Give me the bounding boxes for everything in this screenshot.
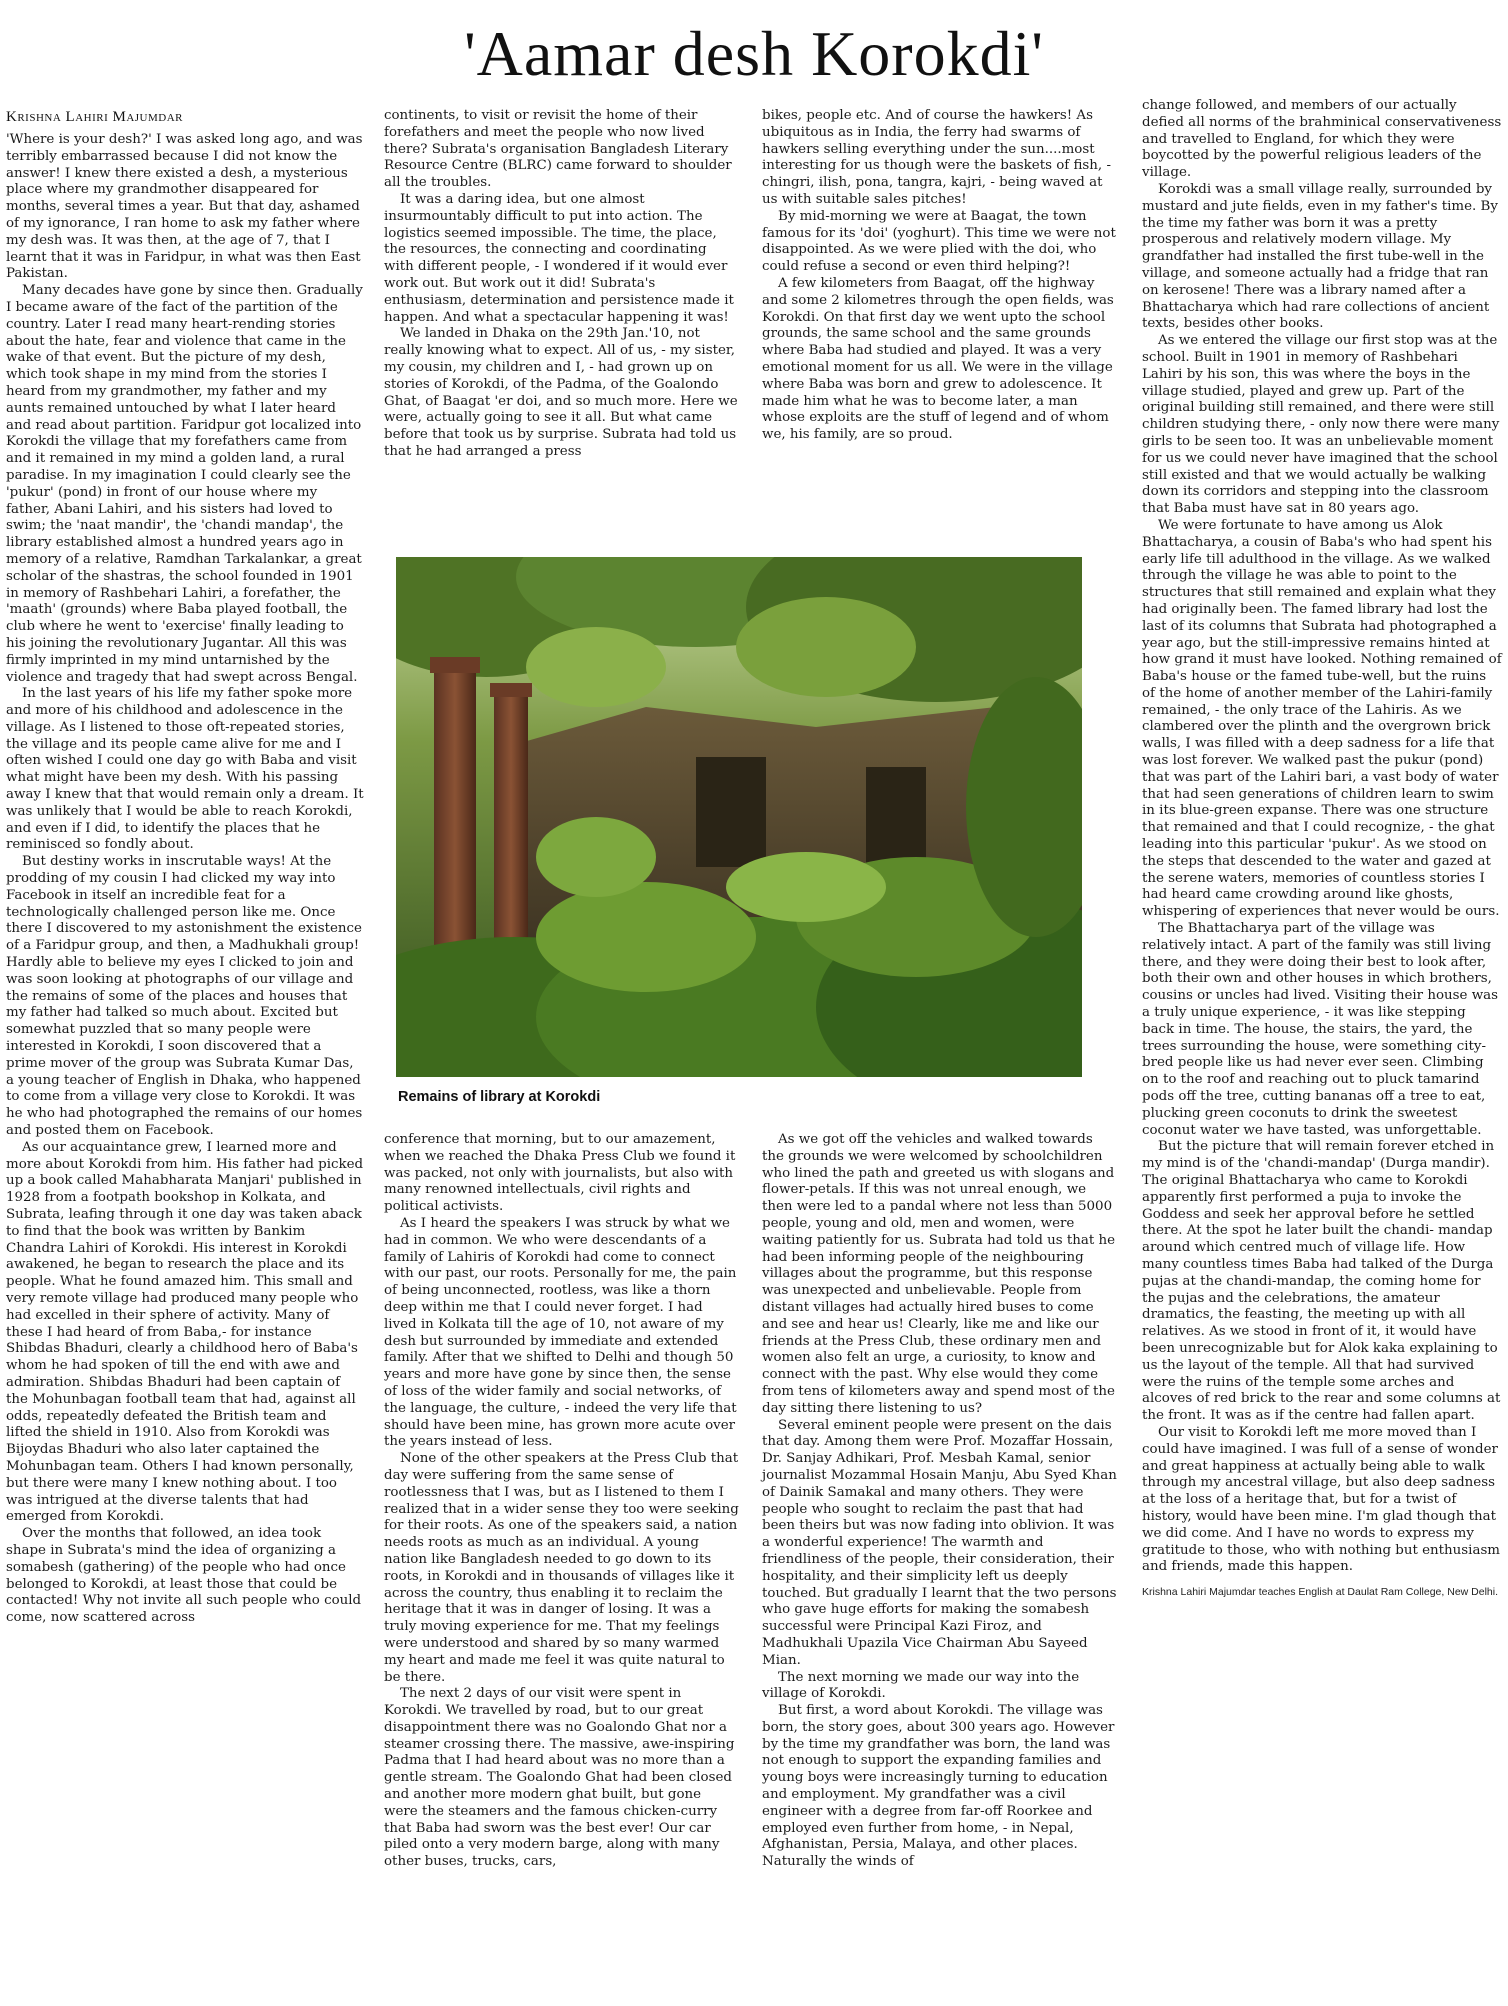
paragraph: It was a daring idea, but one almost insurmountably difficult to put into action. The logistics seemed impossible. The time, the place, the resources, the connecting and coordinating with different people, - I wondered if it would ever work out. But work out it did! Subrata's enthusiasm, determination and persistence made it happen. And what a spectacular happening it was! [384, 191, 734, 325]
paragraph: But destiny works in inscrutable ways! At the prodding of my cousin I had clicked my way into Facebook in itself an incredible feat for a technologically challenged person like me. Once there I discovered to my astonishment the existence of a Faridpur group, and then, a Madhukhali group! Hardly able to believe my eyes I clicked to join and was soon looking at photographs of our village and the remains of some of the places and houses that my father had talked so much about. Excited but somewhat puzzled that so many people were interested in Korokdi, I soon discovered that a prime mover of the group was Subrata Kumar Das, a young teacher of English in Dhaka, who happened to come from a village very close to Korokdi. It was he who had photographed the remains of our homes and posted them on Facebook. [6, 854, 363, 1139]
paragraph: The next 2 days of our visit were spent in Korokdi. We travelled by road, but to our great disappointment there was no Goalondo Ghat nor a steamer crossing there. The massive, awe-inspiring Padma that I had heard about was no more than a gentle stream. The Goalondo Ghat had been closed and another more modern ghat built, but gone were the steamers and the famous chicken-curry that Baba had sworn was the best ever! Our car piled onto a very modern barge, along with many other buses, trucks, cars, [384, 1686, 735, 1870]
paragraph: Over the months that followed, an idea took shape in Subrata's mind the idea of organizing a somabesh (gathering) of the people who had once belonged to Korokdi, at least those that could be contacted! Why not invite all such people who could come, now scattered across [6, 1526, 362, 1626]
paragraph: Our visit to Korokdi left me more moved than I could have imagined. I was full of a sense of wonder and great happiness at actually being able to walk through my ancestral village, but also deep sadness at the loss of a heritage that, but for a twist of history, would have been mine. I'm glad though that we did come. And I have no words to express my gratitude to those, who with nothing but enthusiasm and friends, made this happen. [1142, 1424, 1501, 1575]
article-column-1 [6, 108, 364, 2003]
forest-ruins-photo [396, 557, 1082, 1077]
article-column-2-top [384, 108, 739, 548]
paragraph: As I heard the speakers I was struck by what we had in common. We who were descendants of a family of Lahiris of Korokdi had come to connect with our past, our roots. Personally for me, the pain of being unconnected, rootless, was like a thorn deep within me that I could never forget. I had lived in Kolkata till the age of 10, not aware of my desh but surrounded by immediate and extended family. After that we shifted to Delhi and though 50 years and more have gone by since then, the sense of loss of the wider family and social networks, of the language, the culture, - indeed the very life that should have been mine, has grown more acute over the years instead of less. [384, 1215, 737, 1450]
article-column-3-top [762, 108, 1117, 548]
article-column-2-bottom [384, 1132, 739, 2002]
paragraph: 'Where is your desh?' I was asked long ago, and was terribly embarrassed because I did not know the answer! I knew there existed a desh, a mysterious place where my grandmother disappeared for months, several times a year. But that day, ashamed of my ignorance, I ran home to ask my father where my desh was. It was then, at the age of 7, that I learnt that it was in Faridpur, in what was then East Pakistan. [6, 132, 363, 282]
paragraph: As our acquaintance grew, I learned more and more about Korokdi from him. His father had picked up a book called Mahabharata Manjari' published in 1928 from a footpath bookshop in Kolkata, and Subrata, leafing through it one day was taken aback to find that the book was written by Bankim Chandra Lahiri of Korokdi. His interest in Korokdi awakened, he began to research the place and its people. What he found amazed him. This small and very remote village had produced many people who had excelled in their sphere of activity. Many of these I had heard of from Baba,- for instance Shibdas Bhaduri, clearly a childhood hero of Baba's whom he had spoken of till the end with awe and admiration. Shibdas Bhaduri had been captain of the Mohunbagan football team that had, against all odds, repeatedly defeated the British team and lifted the shield in 1910. Also from Korokdi was Bijoydas Bhaduri who also later captained the Mohunbagan team. Others I had known personally, but there were many I knew nothing about. I too was intrigued at the diverse talents that had emerged from Korokdi. [6, 1139, 364, 1525]
photo-caption: Remains of library at Korokdi [398, 1089, 601, 1105]
paragraph: Korokdi was a small village really, surrounded by mustard and jute fields, even in my father's time. By the time my father was born it was a pretty prosperous and relatively modern village. My grandfather had installed the first tube-well in the village, and someone actually had a fridge that ran on kerosene! There was a library named after a Bhattacharya which had rare collections of ancient texts, besides other books. [1142, 181, 1498, 332]
paragraph: As we entered the village our first stop was at the school. Built in 1901 in memory of Rashbehari Lahiri by his son, this was where the boys in the village studied, played and grew up. Part of the original building still remained, and there were still children studying there, - only now there were many girls to be seen too. It was an unbelievable moment for us we could never have imagined that the school still existed and that we would actually be walking down its corridors and stepping into the classroom that Baba must have sat in 80 years ago. [1142, 333, 1500, 517]
article-column-4 [1142, 98, 1502, 2003]
author-credit: Krishna Lahiri Majumdar teaches English at Daulat Ram College, New Delhi. [1142, 1586, 1499, 1599]
paragraph: Many decades have gone by since then. Gradually I became aware of the fact of the partition of the country. Later I read many heart-rending stories about the hate, fear and violence that came in the wake of that event. But the picture of my desh, which took shape in my mind from the stories I heard from my grandmother, my father and my aunts remained untouched by what I later heard and read about partition. Faridpur got localized into Korokdi the village that my forefathers came from and it remained in my mind a golden land, a rural paradise. In my imagination I could clearly see the 'pukur' (pond) in front of our house where my father, Abani Lahiri, and his sisters had loved to swim; the 'naat mandir', the 'chandi mandap', the library established almost a hundred years ago in memory of a relative, Ramdhan Tarkalankar, a great scholar of the shastras, the school founded in 1901 in memory of Rashbehari Lahiri, a forefather, the 'maath' (grounds) where Baba played football, the club where he went to 'exercise' finally leading to his joining the revolutionary Jugantar. All this was firmly imprinted in my mind untarnished by the violence and tragedy that had swept across Bengal. [6, 283, 363, 685]
paragraph: In the last years of his life my father spoke more and more of his childhood and adolescence in the village. As I listened to those oft-repeated stories, the village and its people came alive for me and I often wished I could one day go with Baba and visit what might have been my desh. With his passing away I knew that that would remain only a dream. It was unlikely that I would be able to reach Korokdi, and even if I did, to identify the places that he reminisced so fondly about. [6, 686, 364, 853]
headline: 'Aamar desh Korokdi' [464, 18, 1044, 89]
paragraph: By mid-morning we were at Baagat, the town famous for its 'doi' (yoghurt). This time we were not disappointed. As we were plied with the doi, who could refuse a second or even third helping?! [762, 208, 1116, 275]
paragraph: None of the other speakers at the Press Club that day were suffering from the same sense of rootlessness that I was, but as I listened to them I realized that in a wider sense they too were seeking for their roots. As one of the speakers said, a nation needs roots as much as an individual. A young nation like Bangladesh needed to go down to its roots, in Korokdi and in thousands of villages like it across the country, thus enabling it to reclaim the heritage that it was in danger of losing. It was a truly moving experience for me. That my feelings were understood and shared by so many warmed my heart and made me feel it was quite natural to be there. [384, 1451, 739, 1685]
paragraph: conference that morning, but to our amazement, when we reached the Dhaka Press Club we found it was packed, not only with journalists, but also with many renowned intellectuals, civil rights and political activists. [384, 1132, 736, 1215]
paragraph: bikes, people etc. And of course the hawkers! As ubiquitous as in India, the ferry had swarms of hawkers selling everything under the sun....most interesting for us though were the baskets of fish, - chingri, ilish, pona, tangra, kajri, - being waved at us with suitable sales pitches! [762, 108, 1111, 207]
paragraph: As we got off the vehicles and walked towards the grounds we were welcomed by schoolchildren who lined the path and greeted us with slogans and flower-petals. If this was not unreal enough, we then were led to a pandal where not less than 5000 people, young and old, men and women, were waiting patiently for us. Subrata had told us that he had been informing people of the neighbouring villages about the programme, but this response was unexpected and unbelievable. People from distant villages had actually hired buses to come and see and hear us! Clearly, like me and like our friends at the Press Club, these ordinary men and women also felt an urge, a curiosity, to know and connect with the past. Why else would they come from tens of kilometers away and spend most of the day sitting there listening to us? [762, 1132, 1116, 1416]
paragraph: The Bhattacharya part of the village was relatively intact. A part of the family was still living there, and they were doing their best to look after, both their own and other houses in which brothers, cousins or uncles had lived. Visiting their house was a truly unique experience, - it was like stepping back in time. The house, the stairs, the yard, the trees surrounding the house, were something city-bred people like us had never ever seen. Climbing on to the roof and reaching out to pluck tamarind pods off the tree, cutting bananas off a tree to eat, plucking green coconuts to drink the sweetest coconut water we have tasted, was unforgettable. [1142, 921, 1499, 1138]
byline: Krishna Lahiri Majumdar [6, 109, 184, 125]
paragraph: But first, a word about Korokdi. The village was born, the story goes, about 300 years ago. However by the time my grandfather was born, the land was not enough to support the expanding families and young boys were increasingly turning to education and employment. My grandfather was a civil engineer with a degree from far-off Roorkee and employed even further from home, - in Nepal, Afghanistan, Persia, Malaya, and other places. Naturally the winds of [762, 1703, 1115, 1870]
paragraph: We were fortunate to have among us Alok Bhattacharya, a cousin of Baba's who had spent his early life till adulthood in the village. As we walked through the village he was able to point to the structures that still remained and explain what they had originally been. The famed library had lost the last of its columns that Subrata had photographed a year ago, but the still-impressive remains hinted at how grand it must have looked. Nothing remained of Baba's house or the famed tube-well, but the ruins of the home of another member of the Lahiri-family remained, - the only trace of the Lahiris. As we clambered over the plinth and the overgrown brick walls, I was filled with a deep sadness for a life that was lost forever. We walked past the pukur (pond) that was part of the Lahiri bari, a vast body of water that had seen generations of children learn to swim in its blue-green expanse. There was one structure that remained and that I could recognize, - the ghat leading into this particular 'pukur'. As we stood on the steps that descended to the water and gazed at the serene waters, memories of countless stories I had heard came crowding around like ghosts, whispering of experiences that never would be ours. [1142, 517, 1502, 920]
paragraph: Several eminent people were present on the dais that day. Among them were Prof. Mozaffar Hossain, Dr. Sanjay Adhikari, Prof. Mesbah Kamal, senior journalist Mozammal Hosain Manju, Abu Syed Khan of Dainik Samakal and many others. They were people who sought to reclaim the past that had been theirs but was now fading into oblivion. It was a wonderful experience! The warmth and friendliness of the people, their consideration, their hospitality, and their simplicity left us deeply touched. But gradually I learnt that the two persons who gave huge efforts for making the somabesh successful were Principal Kazi Firoz, and Madhukhali Upazila Vice Chairman Abu Sayeed Mian. [762, 1417, 1117, 1668]
article-column-3-bottom [762, 1132, 1117, 2002]
paragraph: But the picture that will remain forever etched in my mind is of the 'chandi-mandap' (Durga mandir). The original Bhattacharya who came to Korokdi apparently first performed a puja to invoke the Goddess and seek her approval before he settled there. At the spot he later built the chandi- mandap around which centred much of village life. How many countless times Baba had talked of the Durga pujas at the chandi-mandap, the coming home for the pujas and the celebrations, the amateur dramatics, the feasting, the meeting up with all relatives. As we stood in front of it, it would have been unrecognizable but for Alok kaka explaining to us the layout of the temple. All that had survived were the ruins of the temple some arches and alcoves of red brick to the rear and some columns at the front. It was as if the centre had fallen apart. [1142, 1139, 1501, 1424]
paragraph: A few kilometers from Baagat, off the highway and some 2 kilometres through the open fields, was Korokdi. On that first day we went upto the school grounds, the same school and the same grounds where Baba had studied and played. It was a very emotional moment for us all. We were in the village where Baba was born and grew to adolescence. It made him what he was to become later, a man whose exploits are the stuff of legend and of whom we, his family, are so proud. [762, 275, 1114, 443]
paragraph: continents, to visit or revisit the home of their forefathers and meet the people who now lived there? Subrata's organisation Bangladesh Literary Resource Centre (BLRC) came forward to shoulder all the troubles. [384, 108, 732, 191]
paragraph: We landed in Dhaka on the 29th Jan.'10, not really knowing what to expect. All of us, - my sister, my cousin, my children and I, - had grown up on stories of Korokdi, of the Padma, of the Goalondo Ghat, of Baagat 'er doi, and so much more. Here we were, actually going to see it all. But what came before that took us by surprise. Subrata had told us that he had arranged a press [384, 326, 738, 459]
paragraph: change followed, and members of our actually defied all norms of the brahminical conservativeness and travelled to England, for which they were boycotted by the powerful religious leaders of the village. [1142, 98, 1502, 181]
paragraph: The next morning we made our way into the village of Korokdi. [762, 1669, 1080, 1702]
